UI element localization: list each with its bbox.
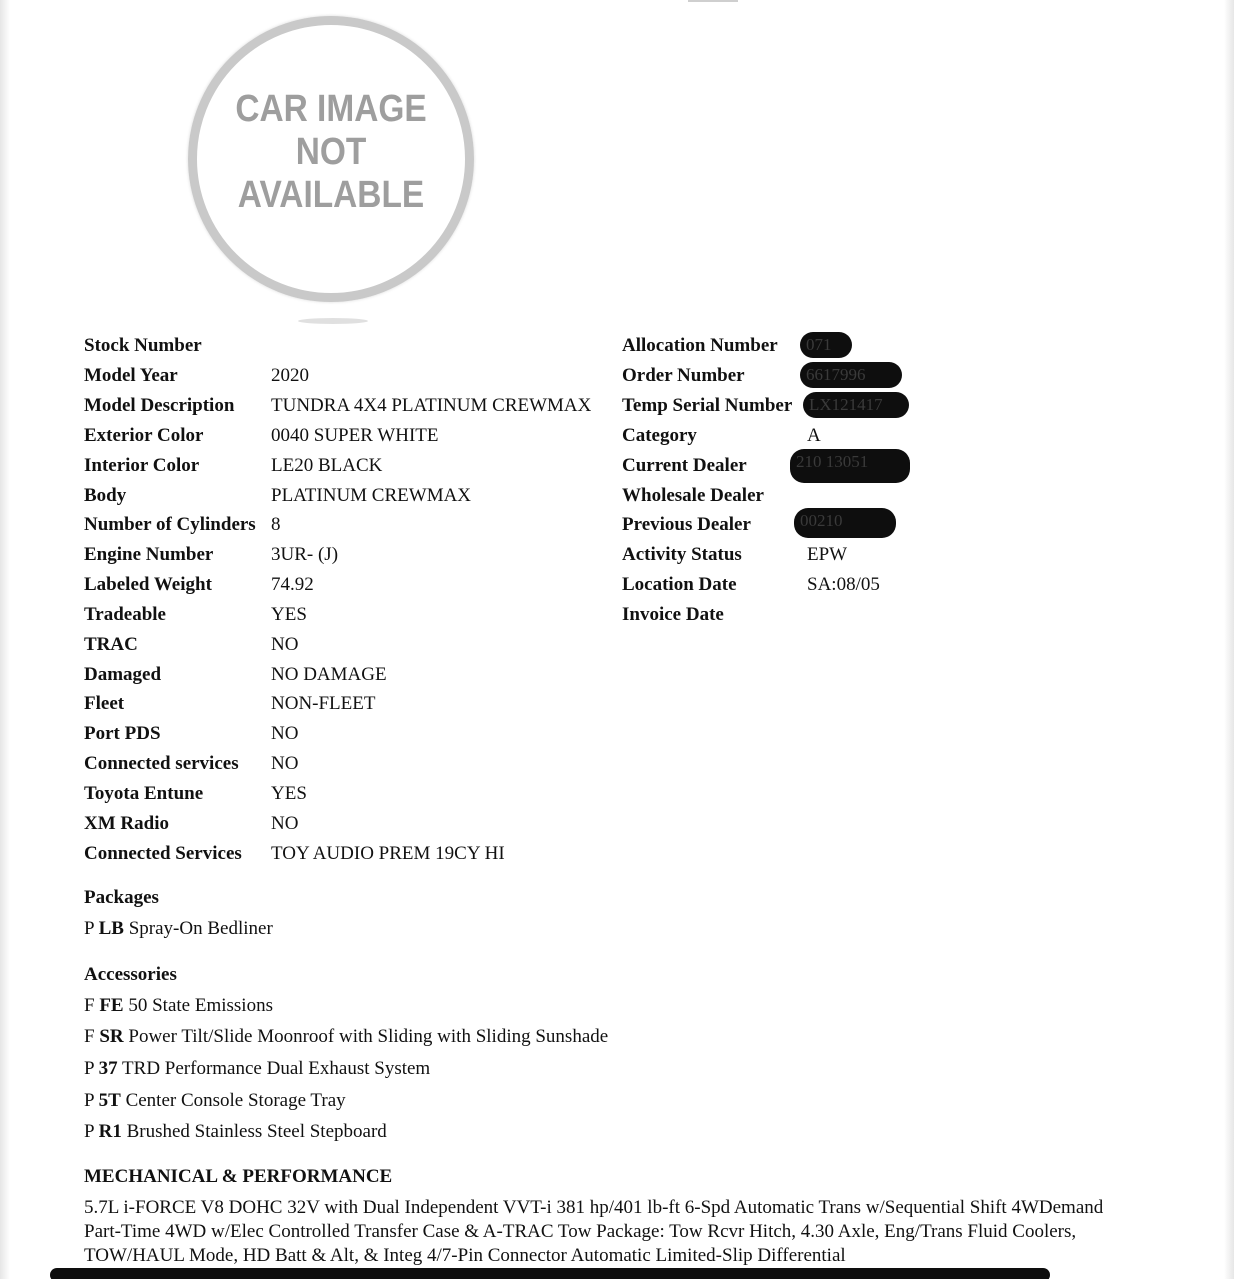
item-code: SR xyxy=(99,1026,124,1047)
field-value: YES xyxy=(271,604,307,625)
item-code: 5T xyxy=(98,1090,121,1111)
field-value: YES xyxy=(271,783,307,804)
redacted-value: 071 xyxy=(806,335,832,354)
field-value: 2020 xyxy=(271,365,309,386)
item-desc: 50 State Emissions xyxy=(128,995,273,1016)
page-edge-left xyxy=(0,0,10,1279)
accessory-item xyxy=(84,1024,608,1050)
bottom-redaction-mark xyxy=(50,1268,1050,1279)
redacted-value: LX121417 xyxy=(809,395,883,414)
item-code: FE xyxy=(99,995,124,1016)
field-label: Allocation Number xyxy=(622,335,778,356)
item-prefix: P xyxy=(84,1058,94,1079)
field-label: Toyota Entune xyxy=(84,783,204,804)
redaction-mark xyxy=(794,508,896,538)
field-label: Port PDS xyxy=(84,723,161,744)
accessory-item xyxy=(84,993,273,1019)
redaction-mark xyxy=(800,362,902,388)
redacted-value: 00210 xyxy=(800,511,843,530)
top-tab-mark xyxy=(688,0,738,2)
item-desc: TRD Performance Dual Exhaust System xyxy=(122,1058,431,1079)
field-label: Labeled Weight xyxy=(84,574,212,595)
field-label: Engine Number xyxy=(84,544,214,565)
field-value: TUNDRA 4X4 PLATINUM CREWMAX xyxy=(271,395,592,416)
item-prefix: F xyxy=(84,1026,95,1047)
field-label: Invoice Date xyxy=(622,604,724,625)
field-label: Model Year xyxy=(84,365,178,386)
field-value: 0040 SUPER WHITE xyxy=(271,425,439,446)
item-prefix: P xyxy=(84,918,94,939)
field-label: Order Number xyxy=(622,365,745,386)
redacted-value: 6617996 xyxy=(806,365,866,384)
field-value: A xyxy=(807,425,821,446)
placeholder-shadow xyxy=(298,318,368,324)
field-label: Activity Status xyxy=(622,544,742,565)
item-code: LB xyxy=(98,918,124,939)
field-label: Wholesale Dealer xyxy=(622,485,764,506)
redaction-mark xyxy=(800,332,852,358)
item-prefix: F xyxy=(84,995,95,1016)
packages-heading: Packages xyxy=(84,887,159,908)
item-code: R1 xyxy=(98,1121,122,1142)
field-label: Interior Color xyxy=(84,455,200,476)
field-label: Body xyxy=(84,485,127,506)
page-edge-right xyxy=(1224,0,1234,1279)
mechanical-heading: MECHANICAL & PERFORMANCE xyxy=(84,1166,393,1187)
accessories-heading: Accessories xyxy=(84,964,177,985)
item-desc: Center Console Storage Tray xyxy=(125,1090,346,1111)
field-value: NO xyxy=(271,813,299,834)
field-value: 3UR- (J) xyxy=(271,544,339,565)
field-label: Connected services xyxy=(84,753,239,774)
item-desc: Power Tilt/Slide Moonroof with Sliding with Sliding Sunshade xyxy=(128,1026,609,1047)
field-label: XM Radio xyxy=(84,813,169,834)
field-label: Tradeable xyxy=(84,604,166,625)
item-prefix: P xyxy=(84,1090,94,1111)
field-label: Location Date xyxy=(622,574,737,595)
field-value: EPW xyxy=(807,544,848,565)
placeholder-line-3: AVAILABLE xyxy=(237,174,425,216)
field-value: 74.92 xyxy=(271,574,314,595)
item-desc: Brushed Stainless Steel Stepboard xyxy=(126,1121,387,1142)
placeholder-line-1: CAR IMAGE xyxy=(235,88,427,130)
field-value: LE20 BLACK xyxy=(271,455,383,476)
field-label: Category xyxy=(622,425,697,446)
field-label: Model Description xyxy=(84,395,235,416)
field-label: Connected Services xyxy=(84,843,242,864)
field-value: NO xyxy=(271,723,299,744)
item-prefix: P xyxy=(84,1121,94,1142)
field-label: Previous Dealer xyxy=(622,514,751,535)
field-value: 8 xyxy=(271,514,281,535)
field-label: Number of Cylinders xyxy=(84,514,256,535)
accessory-item xyxy=(84,1119,387,1145)
redaction-mark xyxy=(803,392,909,418)
field-value: PLATINUM CREWMAX xyxy=(271,485,472,506)
field-value: NO DAMAGE xyxy=(271,664,387,685)
accessory-item xyxy=(84,1088,346,1114)
field-value: TOY AUDIO PREM 19CY HI xyxy=(271,843,505,864)
mechanical-description: 5.7L i-FORCE V8 DOHC 32V with Dual Independent VVT-i 381 hp/401 lb-ft 6-Spd Automatic Trans w/Sequential Shift 4WDemand Part-Time 4WD w/Elec Controlled Transfer Case & A-TRAC Tow Package: Tow Rcvr Hitch, 4.30 Axle, Eng/Trans Fluid Coolers, TOW/HAUL Mode, HD Batt & Alt, & Integ 4/7-Pin Connector Automatic Limited-Slip Differential xyxy=(84,1197,1104,1266)
field-value: NON-FLEET xyxy=(271,693,376,714)
field-label: Stock Number xyxy=(84,335,202,356)
field-label: Damaged xyxy=(84,664,162,685)
field-label: Fleet xyxy=(84,693,125,714)
item-code: 37 xyxy=(98,1058,118,1079)
field-label: Temp Serial Number xyxy=(622,395,793,416)
field-value: SA:08/05 xyxy=(807,574,880,595)
field-value: NO xyxy=(271,634,299,655)
field-label: Current Dealer xyxy=(622,455,747,476)
package-item xyxy=(84,916,273,942)
redaction-mark xyxy=(790,449,910,483)
field-value: NO xyxy=(271,753,299,774)
redacted-value: 210 13051 xyxy=(796,452,869,471)
placeholder-line-2: NOT xyxy=(295,131,367,173)
field-label: Exterior Color xyxy=(84,425,204,446)
field-label: TRAC xyxy=(84,634,138,655)
car-image-placeholder xyxy=(188,16,474,302)
item-desc: Spray-On Bedliner xyxy=(128,918,273,939)
accessory-item xyxy=(84,1056,430,1082)
